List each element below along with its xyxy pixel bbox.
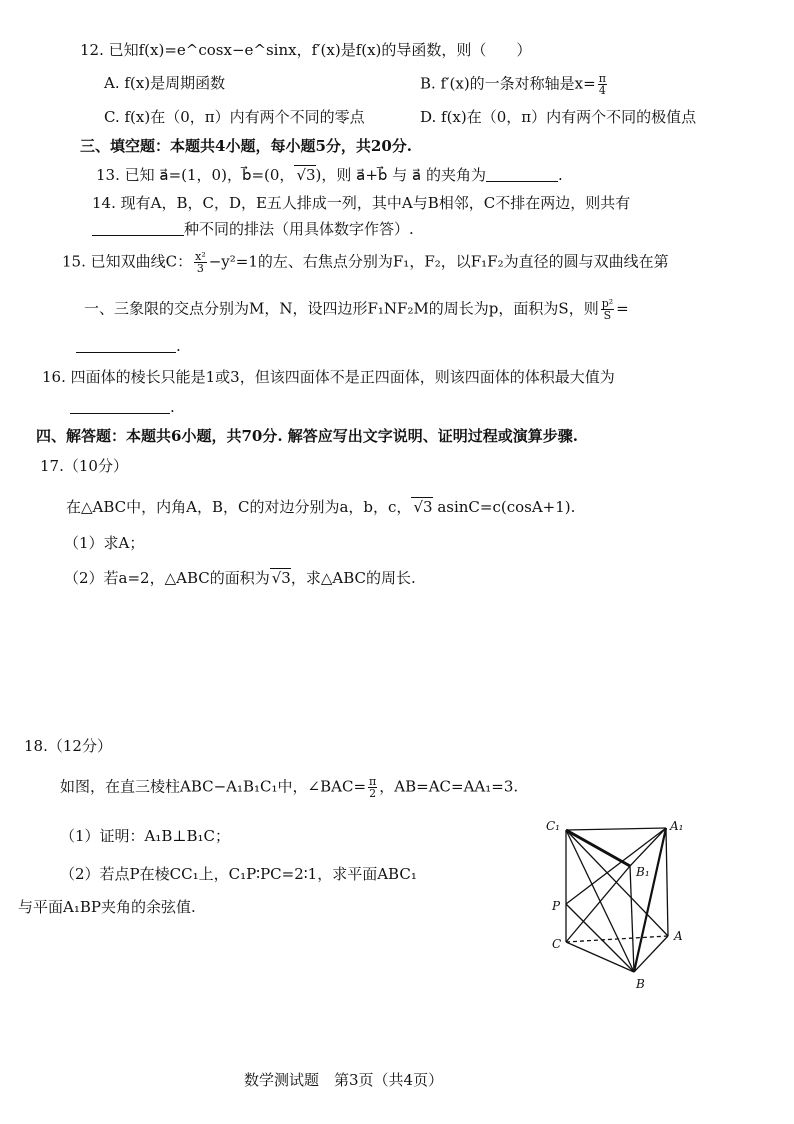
q14-line2-text: 种不同的排法（用具体数字作答）. bbox=[184, 220, 414, 238]
fraction-denominator: S bbox=[603, 309, 612, 322]
q14-line1: 14. 现有A，B，C，D，E五人排成一列，其中A与B相邻，C不排在两边，则共有 bbox=[92, 194, 631, 212]
q18-stem-post: ，AB=AC=AA₁=3. bbox=[379, 777, 519, 796]
q15-equals: = bbox=[616, 299, 629, 318]
fraction-denominator: 4 bbox=[598, 84, 606, 97]
fraction-numerator: π bbox=[369, 775, 377, 788]
label-b: B bbox=[636, 977, 645, 991]
q15-p2-over-s-fraction bbox=[601, 298, 614, 321]
q15-line2-text: 一、三象限的交点分别为M，N，设四边形F₁NF₂M的周长为p，面积为S，则 bbox=[84, 299, 599, 318]
q12-option-b bbox=[420, 73, 609, 96]
q15-post: −y²=1的左、右焦点分别为F₁，F₂，以F₁F₂为直径的圆与双曲线在第 bbox=[208, 252, 669, 271]
q16-answer-line bbox=[70, 397, 175, 417]
q15-line2 bbox=[84, 298, 629, 321]
q12-stem: 12. 已知f(x)=e^cosx−e^sinx，f′(x)是f(x)的导函数，则（ ） bbox=[80, 41, 532, 59]
q14-line2 bbox=[92, 219, 414, 239]
q12-option-c: C. f(x)在（0，π）内有两个不同的零点 bbox=[104, 108, 365, 126]
q17-stem-sqrt: √3 bbox=[413, 498, 433, 516]
q17-part2-sqrt: √3 bbox=[271, 569, 291, 587]
q12-option-a: A. f(x)是周期函数 bbox=[104, 74, 226, 92]
q17-part2-post: ，求△ABC的周长. bbox=[290, 569, 416, 587]
q17-stem bbox=[66, 497, 575, 517]
edge-a1-a bbox=[666, 828, 668, 936]
q18-part1: （1）证明：A₁B⊥B₁C； bbox=[60, 827, 231, 845]
q12-option-b-text: B. f′(x)的一条对称轴是x= bbox=[420, 74, 596, 93]
q17-header: 17.（10分） bbox=[40, 457, 128, 475]
edge-b1-b bbox=[630, 866, 634, 972]
pi-over-2-fraction bbox=[368, 776, 377, 799]
q15-period: . bbox=[176, 337, 181, 355]
q13 bbox=[96, 165, 563, 185]
q14-answer-blank bbox=[92, 221, 184, 236]
segment-a1-b bbox=[634, 828, 666, 972]
page-footer: 数学测试题 第3页（共4页） bbox=[244, 1071, 444, 1089]
label-b1: B₁ bbox=[636, 865, 650, 879]
fraction-numerator: π bbox=[598, 72, 606, 85]
q18-stem-pre: 如图，在直三棱柱ABC−A₁B₁C₁中，∠BAC= bbox=[60, 777, 367, 796]
q17-part2 bbox=[64, 568, 416, 588]
q17-stem-pre: 在△ABC中，内角A，B，C的对边分别为a，b，c， bbox=[66, 498, 412, 516]
label-a1: A₁ bbox=[670, 819, 684, 833]
segment-c1-b bbox=[566, 830, 634, 972]
q13-answer-blank bbox=[486, 167, 558, 182]
pi-over-4-fraction bbox=[598, 73, 607, 96]
edge-a1-b1 bbox=[630, 828, 666, 866]
q15-answer-blank bbox=[76, 338, 176, 353]
q13-post: )，则 a⃗+b⃗ 与 a⃗ 的夹角为 bbox=[315, 166, 486, 184]
label-p: P bbox=[552, 899, 561, 913]
q16-period: . bbox=[170, 398, 175, 416]
section-3-heading: 三、填空题：本题共4小题，每小题5分，共20分. bbox=[80, 137, 412, 155]
q15-line1 bbox=[62, 251, 669, 274]
q15-fraction bbox=[194, 251, 207, 274]
section-4-heading: 四、解答题：本题共6小题，共70分. 解答应写出文字说明、证明过程或演算步骤. bbox=[36, 427, 578, 445]
q17-part2-pre: （2）若a=2，△ABC的面积为 bbox=[64, 569, 270, 587]
edge-c-b bbox=[566, 942, 634, 972]
q17-part1: （1）求A； bbox=[64, 534, 145, 552]
q18-stem bbox=[60, 776, 518, 799]
q16-answer-blank bbox=[70, 399, 170, 414]
prism-figure bbox=[538, 814, 698, 994]
q15-pre: 15. 已知双曲线C： bbox=[62, 252, 193, 271]
q18-part2-line1: （2）若点P在棱CC₁上，C₁P∶PC=2∶1，求平面ABC₁ bbox=[60, 865, 417, 883]
fraction-denominator: 2 bbox=[369, 787, 377, 800]
q13-pre: 13. 已知 a⃗=(1，0)，b⃗=(0， bbox=[96, 166, 295, 184]
q12-option-d: D. f(x)在（0，π）内有两个不同的极值点 bbox=[420, 108, 697, 126]
q13-period: . bbox=[557, 166, 563, 184]
label-c1: C₁ bbox=[546, 819, 560, 833]
q13-sqrt: √3 bbox=[296, 166, 316, 184]
fraction-numerator: x² bbox=[195, 250, 206, 263]
segment-b1-c bbox=[566, 866, 630, 942]
label-c: C bbox=[552, 937, 562, 951]
q15-answer-line bbox=[76, 336, 181, 356]
edge-c1-b1 bbox=[566, 830, 630, 866]
fraction-denominator: 3 bbox=[196, 262, 204, 275]
q16-line1: 16. 四面体的棱长只能是1或3，但该四面体不是正四面体，则该四面体的体积最大值为 bbox=[42, 368, 615, 386]
edge-c1-a1 bbox=[566, 828, 666, 830]
label-a: A bbox=[674, 929, 683, 943]
q18-header: 18.（12分） bbox=[24, 737, 112, 755]
q18-part2-line2: 与平面A₁BP夹角的余弦值. bbox=[18, 898, 196, 916]
q17-stem-post: asinC=c(cosA+1). bbox=[432, 498, 576, 516]
fraction-numerator: p² bbox=[601, 297, 614, 310]
